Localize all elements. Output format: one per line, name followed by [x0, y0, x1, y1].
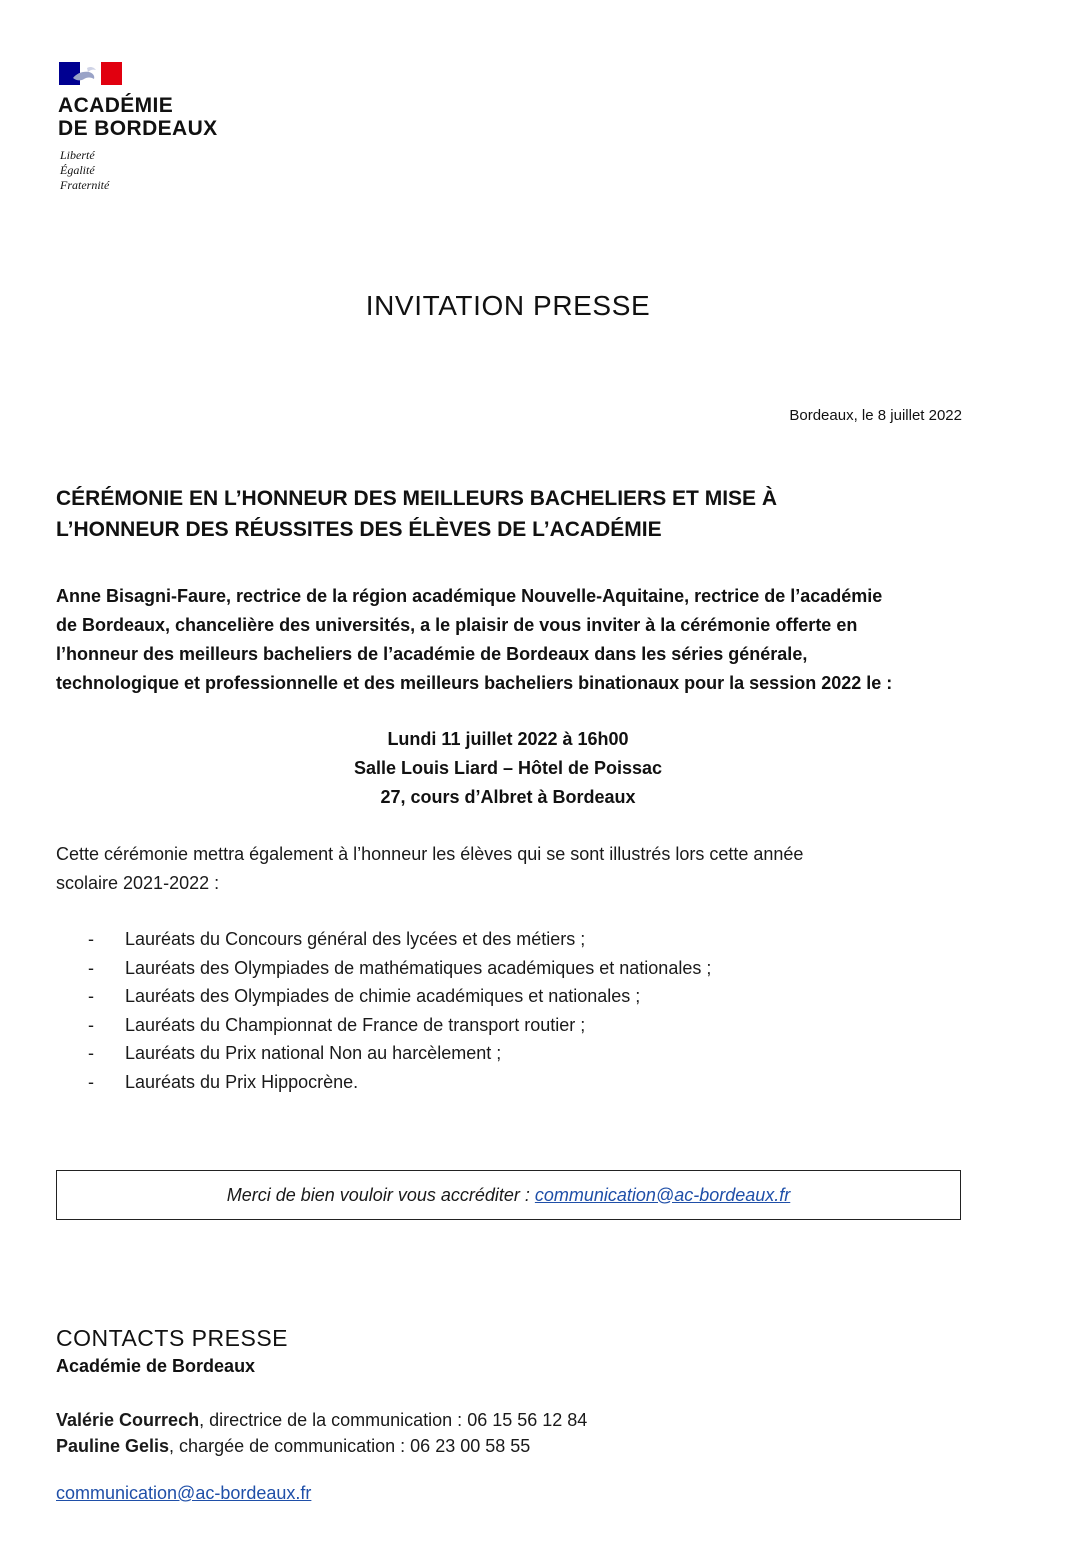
contact-line [56, 1410, 587, 1431]
academy-name [58, 94, 218, 140]
list-item [88, 925, 711, 954]
academy-name-line2: DE BORDEAUX [58, 117, 218, 140]
list-item [88, 982, 711, 1011]
event-venue: Salle Louis Liard – Hôtel de Poissac [353, 758, 663, 778]
headline-line2: L’HONNEUR DES RÉUSSITES DES ÉLÈVES DE L’ACADÉMIE [56, 518, 662, 541]
bullet-dash: - [88, 957, 94, 978]
accreditation-email-link[interactable]: communication@ac-bordeaux.fr [534, 1184, 791, 1205]
list-item [88, 1039, 711, 1068]
bullet-dash: - [88, 1014, 94, 1035]
contacts-organization: Académie de Bordeaux [56, 1356, 256, 1376]
body-line1: Cette cérémonie mettra également à l’honneur les élèves qui se sont illustrés lors cette année [56, 844, 804, 864]
headline-line1: CÉRÉMONIE EN L’HONNEUR DES MEILLEURS BACHELIERS ET MISE À [56, 487, 778, 510]
list-item-text: Lauréats du Prix national Non au harcèlement ; [125, 1043, 502, 1064]
list-item-text: Lauréats du Prix Hippocrène. [125, 1071, 359, 1092]
intro-line2: de Bordeaux, chancelière des universités, a le plaisir de vous inviter à la cérémonie offerte en [56, 615, 858, 635]
body-paragraph [56, 840, 956, 898]
motto-fraternite: Fraternité [60, 178, 110, 192]
contacts-email-link[interactable]: communication@ac-bordeaux.fr [56, 1483, 312, 1503]
list-item-text: Lauréats des Olympiades de mathématiques académiques et nationales ; [125, 957, 712, 978]
intro-line4: technologique et professionnelle et des meilleurs bacheliers binationaux pour la session 2022 le : [56, 673, 893, 693]
contact-name: Pauline Gelis [56, 1436, 170, 1456]
contacts-title: CONTACTS PRESSE [56, 1325, 288, 1351]
list-item-text: Lauréats du Concours général des lycées et des métiers ; [125, 929, 586, 949]
list-item [88, 1068, 711, 1097]
accreditation-text: Merci de bien vouloir vous accréditer : [226, 1184, 535, 1205]
document-date: Bordeaux, le 8 juillet 2022 [789, 407, 962, 424]
list-item-text: Lauréats du Championnat de France de transport routier ; [125, 1014, 586, 1035]
intro-line3: l’honneur des meilleurs bacheliers de l’académie de Bordeaux dans les séries générale, [56, 644, 808, 664]
accreditation-box [56, 1170, 961, 1220]
contact-name: Valérie Courrech [56, 1410, 200, 1430]
contact-role: , chargée de communication : 06 23 00 58 55 [169, 1436, 531, 1456]
intro-paragraph [56, 582, 966, 698]
bullet-dash: - [88, 929, 94, 949]
contact-role: , directrice de la communication : 06 15 56 12 84 [199, 1410, 588, 1430]
headline [56, 483, 956, 545]
list-item [88, 1011, 711, 1040]
body-line2: scolaire 2021-2022 : [56, 873, 220, 893]
bullet-dash: - [88, 1043, 94, 1064]
bullet-dash: - [88, 986, 94, 1007]
motto-egalite: Égalité [60, 163, 95, 177]
document-title: INVITATION PRESSE [365, 290, 651, 321]
list-item [88, 954, 711, 983]
event-when: Lundi 11 juillet 2022 à 16h00 [387, 729, 629, 749]
motto-liberte: Liberté [60, 148, 95, 162]
list-item-text: Lauréats des Olympiades de chimie académiques et nationales ; [125, 986, 641, 1007]
republic-motto [60, 148, 109, 193]
intro-line1: Anne Bisagni-Faure, rectrice de la région académique Nouvelle-Aquitaine, rectrice de l’académie [56, 586, 883, 606]
academy-name-line1: ACADÉMIE [58, 94, 174, 117]
contact-line [56, 1436, 530, 1457]
event-details [0, 725, 1016, 812]
laureates-list [88, 925, 711, 1097]
bullet-dash: - [88, 1071, 94, 1092]
event-address: 27, cours d’Albret à Bordeaux [380, 787, 636, 807]
marianne-flag-logo [59, 62, 122, 85]
